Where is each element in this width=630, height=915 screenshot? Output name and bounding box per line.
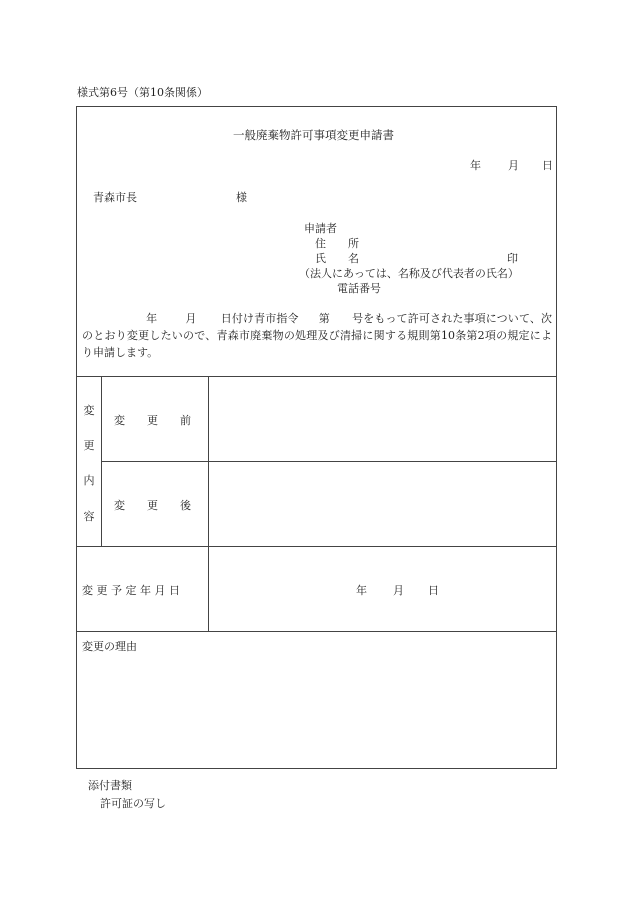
- before-change-label: 変 更 前: [114, 414, 191, 427]
- corporate-note: （法人にあっては、名称及び代表者の氏名）: [299, 267, 519, 280]
- planned-date-top-rule: [76, 546, 557, 547]
- before-after-rule: [101, 461, 557, 462]
- seal-mark: 印: [507, 252, 518, 265]
- applicant-heading: 申請者: [304, 222, 337, 235]
- box-bottom-border: [76, 768, 557, 769]
- reason-label: 変更の理由: [82, 640, 137, 653]
- label-column-divider: [208, 376, 209, 632]
- name-label: 氏 名: [315, 252, 359, 265]
- address-label: 住 所: [315, 237, 359, 250]
- box-top-border: [76, 106, 557, 107]
- after-change-label: 変 更 後: [114, 499, 191, 512]
- form-number: 様式第6号（第10条関係）: [77, 86, 208, 99]
- page: 様式第6号（第10条関係） 一般廃棄物許可事項変更申請書 年 月 日 青森市長 様 申請者 住 所 氏 名 印 （法人にあっては、名称及び代表者の氏名） 電話番号 年 月 日付け青市指令 第 号をもって許可された事項について、次のとおり変更したいので、青森市廃棄物の処理及び清掃に関する規則第10条第2項の規定により申請します。 変 更 内 容 変 更 前 変 更 後 変 更 予 定 年 月 日 年 月 日 変更の理由 添付書類 許可証の写し: [0, 0, 630, 915]
- form-title: 一般廃棄物許可事項変更申請書: [233, 128, 394, 142]
- phone-label: 電話番号: [337, 282, 381, 295]
- attachments-heading: 添付書類: [88, 779, 132, 792]
- box-right-border: [556, 106, 557, 769]
- box-left-border: [76, 106, 77, 769]
- table-top-rule: [76, 376, 557, 377]
- planned-date-label: 変 更 予 定 年 月 日: [82, 584, 180, 597]
- request-paragraph: 年 月 日付け青市指令 第 号をもって許可された事項について、次のとおり変更したいので、青森市廃棄物の処理及び清掃に関する規則第10条第2項の規定により申請します。: [82, 312, 553, 359]
- reason-top-rule: [76, 631, 557, 632]
- attachment-item: 許可証の写し: [100, 797, 166, 810]
